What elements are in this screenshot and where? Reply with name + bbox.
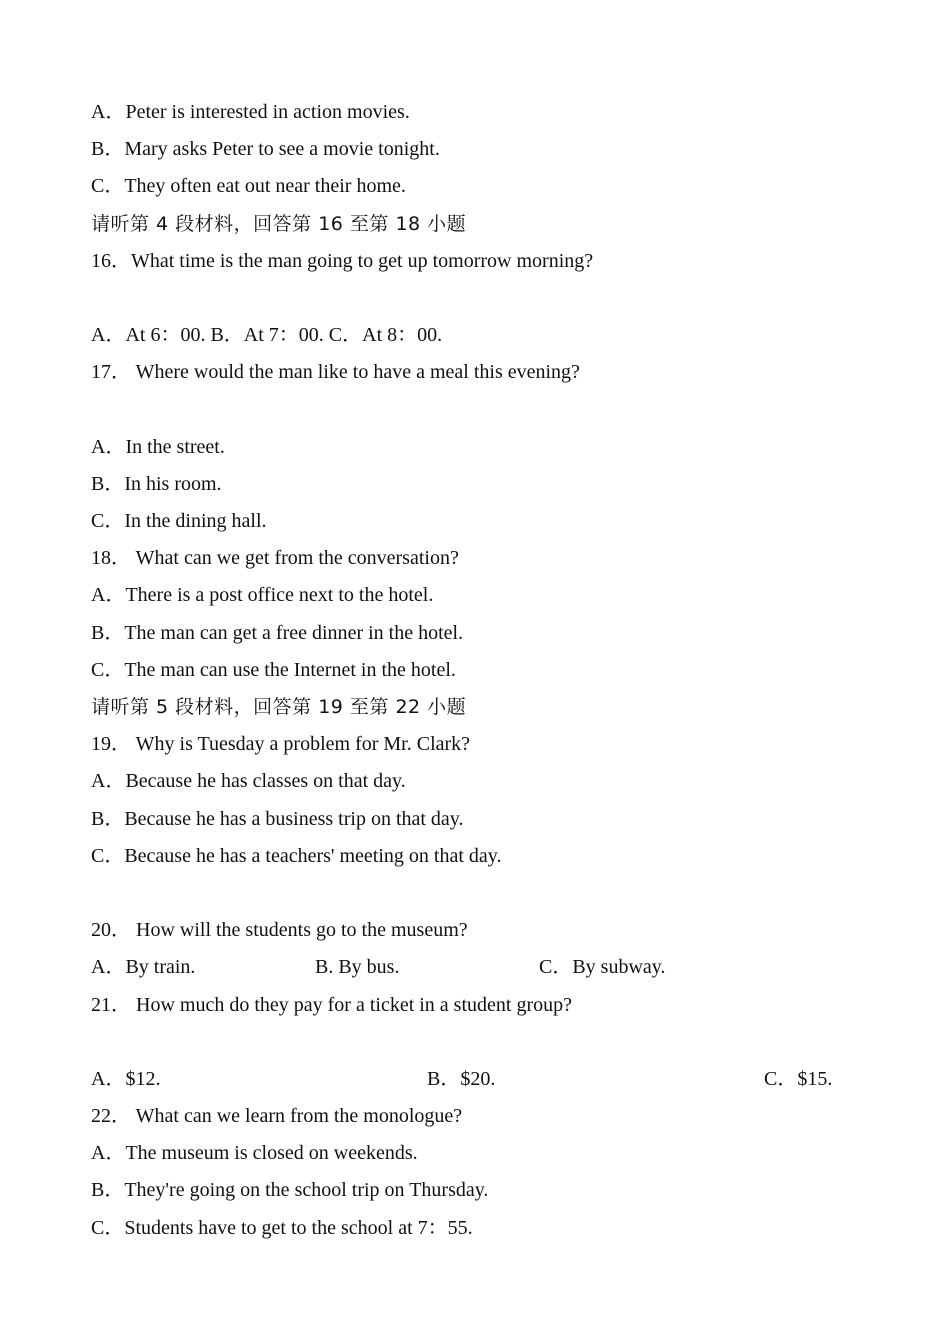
q18-question: 18． What can we get from the conversation? bbox=[91, 547, 459, 570]
document-page bbox=[91, 94, 861, 1247]
q19-option-c: C．Because he has a teachers' meeting on that day. bbox=[91, 844, 502, 867]
q22-option-a: A．The museum is closed on weekends. bbox=[91, 1142, 418, 1165]
q15-option-a: A．Peter is interested in action movies. bbox=[91, 101, 410, 123]
q21-option-a: A．$12. bbox=[91, 1067, 161, 1090]
q19-question: 19． Why is Tuesday a problem for Mr. Clark? bbox=[91, 733, 471, 756]
section5-instruction: 请听第 5 段材料，回答第 19 至第 22 小题 bbox=[91, 696, 467, 718]
q18-option-b: B．The man can get a free dinner in the hotel. bbox=[91, 621, 464, 644]
q21-option-b: B．$20. bbox=[427, 1067, 496, 1090]
q20-option-b: B. By bus. bbox=[315, 956, 400, 979]
q22-option-c: C．Students have to get to the school at 7：55. bbox=[91, 1216, 473, 1239]
q22-option-b: B．They're going on the school trip on Thursday. bbox=[91, 1179, 489, 1202]
spacer bbox=[91, 875, 861, 912]
q17-option-a: A．In the street. bbox=[91, 435, 225, 458]
q20-question: 20． How will the students go to the museum? bbox=[91, 919, 468, 942]
spacer bbox=[91, 1024, 861, 1061]
q21-option-c: C．$15. bbox=[764, 1067, 833, 1090]
q16-question: 16．What time is the man going to get up tomorrow morning? bbox=[91, 249, 594, 272]
spacer bbox=[91, 280, 861, 317]
q21-options bbox=[91, 1061, 861, 1098]
spacer bbox=[91, 392, 861, 429]
q17-option-b: B．In his room. bbox=[91, 472, 222, 495]
q20-option-a: A．By train. bbox=[91, 956, 196, 979]
q19-option-b: B．Because he has a business trip on that day. bbox=[91, 807, 464, 830]
q18-option-c: C．The man can use the Internet in the hotel. bbox=[91, 658, 456, 681]
q17-option-c: C．In the dining hall. bbox=[91, 510, 267, 533]
q21-question: 21． How much do they pay for a ticket in a student group? bbox=[91, 993, 572, 1016]
q20-options bbox=[91, 949, 861, 986]
q15-option-c: C．They often eat out near their home. bbox=[91, 175, 406, 198]
section4-instruction: 请听第 4 段材料，回答第 16 至第 18 小题 bbox=[91, 212, 467, 235]
q19-option-a: A．Because he has classes on that day. bbox=[91, 770, 406, 793]
q18-option-a: A．There is a post office next to the hotel. bbox=[91, 584, 434, 607]
q20-option-c: C．By subway. bbox=[539, 956, 666, 979]
q15-option-b: B．Mary asks Peter to see a movie tonight. bbox=[91, 138, 440, 161]
q22-question: 22． What can we learn from the monologue? bbox=[91, 1105, 463, 1128]
q16-options: A．At 6：00. B．At 7：00. C．At 8：00. bbox=[91, 324, 443, 347]
q17-question: 17． Where would the man like to have a meal this evening? bbox=[91, 361, 580, 384]
